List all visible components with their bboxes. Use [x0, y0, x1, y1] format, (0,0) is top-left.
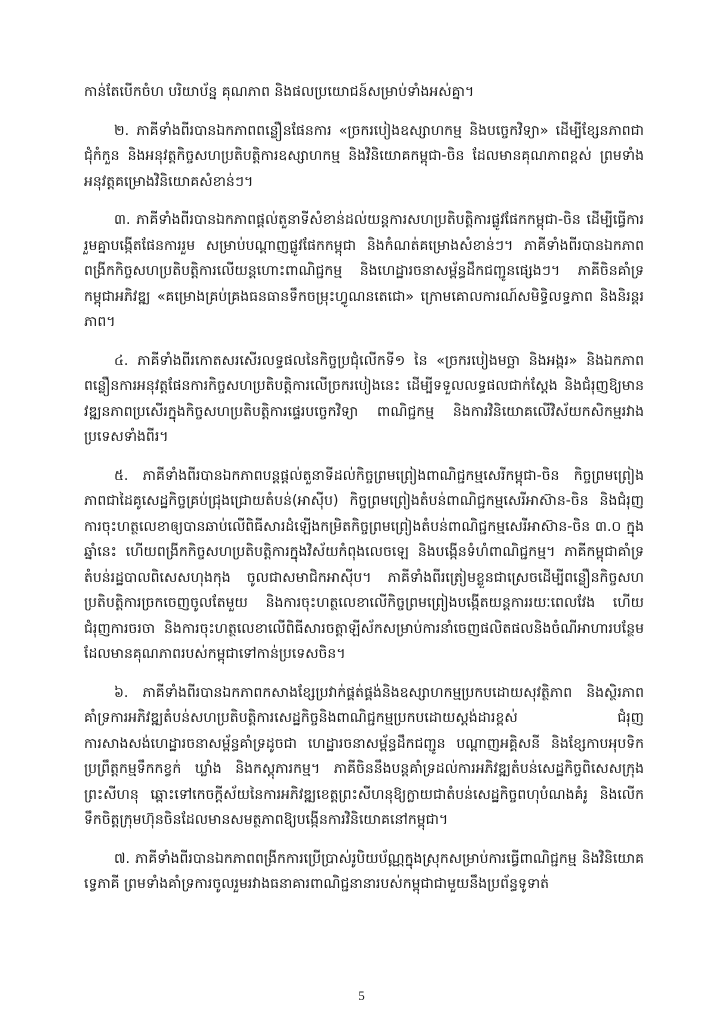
paragraph-item-3: ៣. ភាគីទាំងពីរបានឯកភាពផ្តល់តួនាទីសំខាន់ដល់យន្តការសហប្រតិបត្តិការផ្លូវផែកកម្ពុជា-ចិន ដើម្បីធ្វើការរួមគ្នាបង្កើតផែនការរួម សម្រាប់បណ្តាញផ្លូវផែកកម្ពុជា និងកំណត់គម្រោងសំខាន់ៗ។ ភាគីទាំងពីរបានឯកភាពពង្រីកកិច្ចសហប្រតិបត្តិការលើយន្តហោះពាណិជ្ជកម្ម និងហេដ្ឋារចនាសម្ព័ន្ធដឹកជញ្ជូនផ្សេងៗ។ ភាគីចិនគាំទ្រកម្ពុជាអភិវឌ្ឍ «គម្រោងគ្រប់គ្រងធនធានទឹកចម្រុះហ្វូណនតេជោ» ក្រោមគោលការណ៍សមិទ្ធិលទ្ធភាព និងនិរន្តរភាព។ [84, 212, 644, 330]
page-number: 5 [358, 988, 365, 1003]
paragraph-spacer [84, 195, 644, 208]
paragraph-item-4: ៤. ភាគីទាំងពីរកោតសរសើរលទ្ធផលនៃកិច្ចប្រជុំលើកទី១ នៃ «ច្រករបៀងមច្ឆា និងអង្ករ» និងឯកភាពពន្លឿនការអនុវត្តផែនការកិច្ចសហប្រតិបត្តិការលើច្រករបៀងនេះ ដើម្បីទទួលលទ្ធផលជាក់ស្តែង និងជំរុញឱ្យមានវឌ្ឍនភាពប្រសើរក្នុងកិច្ចសហប្រតិបត្តិការផ្ទេរបច្ចេកវិទ្យា ពាណិជ្ជកម្ម និងការវិនិយោគលើវិស័យកសិកម្មរវាងប្រទេសទាំងពីរ។ [84, 352, 644, 445]
paragraph-item-2: ២. ភាគីទាំងពីរបានឯកភាពពន្លឿនផែនការ «ច្រករបៀងឧស្សាហកម្ម និងបច្ចេកវិទ្យា» ដើម្បីខ្សែនភាពជាជុំកំកួន និងអនុវត្តកិច្ចសហប្រតិបត្តិការឧស្សាហកម្ម និងវិនិយោគកម្ពុជា-ចិន ដែលមានគុណភាពខ្ពស់ ព្រមទាំងអនុវត្តគម្រោងវិនិយោគសំខាន់ៗ។ [84, 122, 644, 190]
paragraph-spacer [84, 451, 644, 464]
paragraph-spacer [84, 668, 644, 681]
paragraph-item-7: ៧. ភាគីទាំងពីរបានឯកភាពពង្រីកការប្រើប្រាស់រូបិយប័ណ្ណក្នុងស្រុកសម្រាប់ការធ្វើពាណិជ្ជកម្ម និងវិនិយោគទ្វេភាគី ព្រមទាំងគាំទ្រការចូលរួមរវាងធនាគារពាណិជ្ជនានារបស់កម្ពុជាជាមួយនឹងប្រព័ន្ធទូទាត់ [84, 850, 644, 892]
paragraph-spacer [84, 336, 644, 349]
paragraph-continuation: កាន់តែបើកចំហ បរិយាប័ន្ន គុណភាព និងផលប្រយោជន៍សម្រាប់ទាំងអស់គ្នា។ [84, 84, 475, 100]
paragraph-spacer [84, 834, 644, 847]
paragraph-item-5: ៥. ភាគីទាំងពីរបានឯកភាពបន្តផ្តល់តួនាទីដល់កិច្ចព្រមព្រៀងពាណិជ្ជកម្មសេរីកម្ពុជា-ចិន កិច្ចព្រមព្រៀងភាពជាដៃគូសេដ្ឋកិច្ចគ្រប់ជ្រុងជ្រោយតំបន់(អាស៊ីប) កិច្ចព្រមព្រៀងតំបន់ពាណិជ្ជកម្មសេរីអាស៊ាន-ចិន និងជំរុញការចុះហត្ថលេខាឲ្យបានឆាប់លើពិធីសារដំឡើងកម្រិតកិច្ចព្រមព្រៀងតំបន់ពាណិជ្ជកម្មសេរីអាស៊ាន-ចិន ៣.០ ក្នុងឆ្នាំនេះ ហើយពង្រីកកិច្ចសហប្រតិបត្តិការក្នុងវិស័យកំពុងលេចឡេ និងបង្កើនទំហំពាណិជ្ជកម្ម។ ភាគីកម្ពុជាគាំទ្រតំបន់រដ្ឋបាលពិសេសហុងកុង ចូលជាសមាជិកអាស៊ីប។ ភាគីទាំងពីរត្រៀមខ្លួនជាស្រេចដើម្បីពន្លឿនកិច្ចសហប្រតិបត្តិការច្រកចេញចូលតែមួយ និងការចុះហត្ថលេខាលើកិច្ចព្រមព្រៀងបង្កើតយន្តការរយៈពេលវែង ហើយជំរុញការចរចា និងការចុះហត្ថលេខាលើពិធីសារចត្តាឡីស័កសម្រាប់ការនាំចេញផលិតផលនិងចំណីអាហារបន្ថែមដែលមានគុណភាពរបស់កម្ពុជាទៅកាន់ប្រទេសចិន។ [84, 467, 644, 662]
paragraph-item-6: ៦. ភាគីទាំងពីរបានឯកភាពកសាងខ្សែប្រវាក់ផ្គត់ផ្គង់និងឧស្សាហកម្មប្រកបដោយសុវត្ថិភាព និងស្ថិរភាព គាំទ្រការអភិវឌ្ឍតំបន់សហប្រតិបត្តិការសេដ្ឋកិច្ចនិងពាណិជ្ជកម្មប្រកបដោយស្តង់ដារខ្ពស់ ជំរុញការសាងសង់ហេដ្ឋារចនាសម្ព័ន្ធគាំទ្រដូចជា ហេដ្ឋារចនាសម្ព័ន្ធដឹកជញ្ជូន បណ្តាញអគ្គិសនី និងខ្សែកាបអុបទិក ប្រព្រឹត្តកម្មទឹកកខ្វក់ ឃ្លាំង និងកស្តុភារកម្ម។ ភាគីចិននឹងបន្តគាំទ្រដល់ការអភិវឌ្ឍតំបន់សេដ្ឋកិច្ចពិសេសក្រុងព្រះសីហនុ ឆ្ពោះទៅកេចក្តីស័យនៃការអភិវឌ្ឍខេត្តព្រះសីហនុឱ្យក្លាយជាតំបន់សេដ្ឋកិច្ចពហុបំណងគំរូ និងលើកទឹកចិត្តក្រុមហ៊ុនចិនដែលមានសមត្ថភាពឱ្យបង្កើនការវិនិយោគនៅកម្ពុជា។ [84, 684, 644, 828]
document-body [84, 80, 644, 898]
paragraph-spacer [84, 106, 644, 119]
